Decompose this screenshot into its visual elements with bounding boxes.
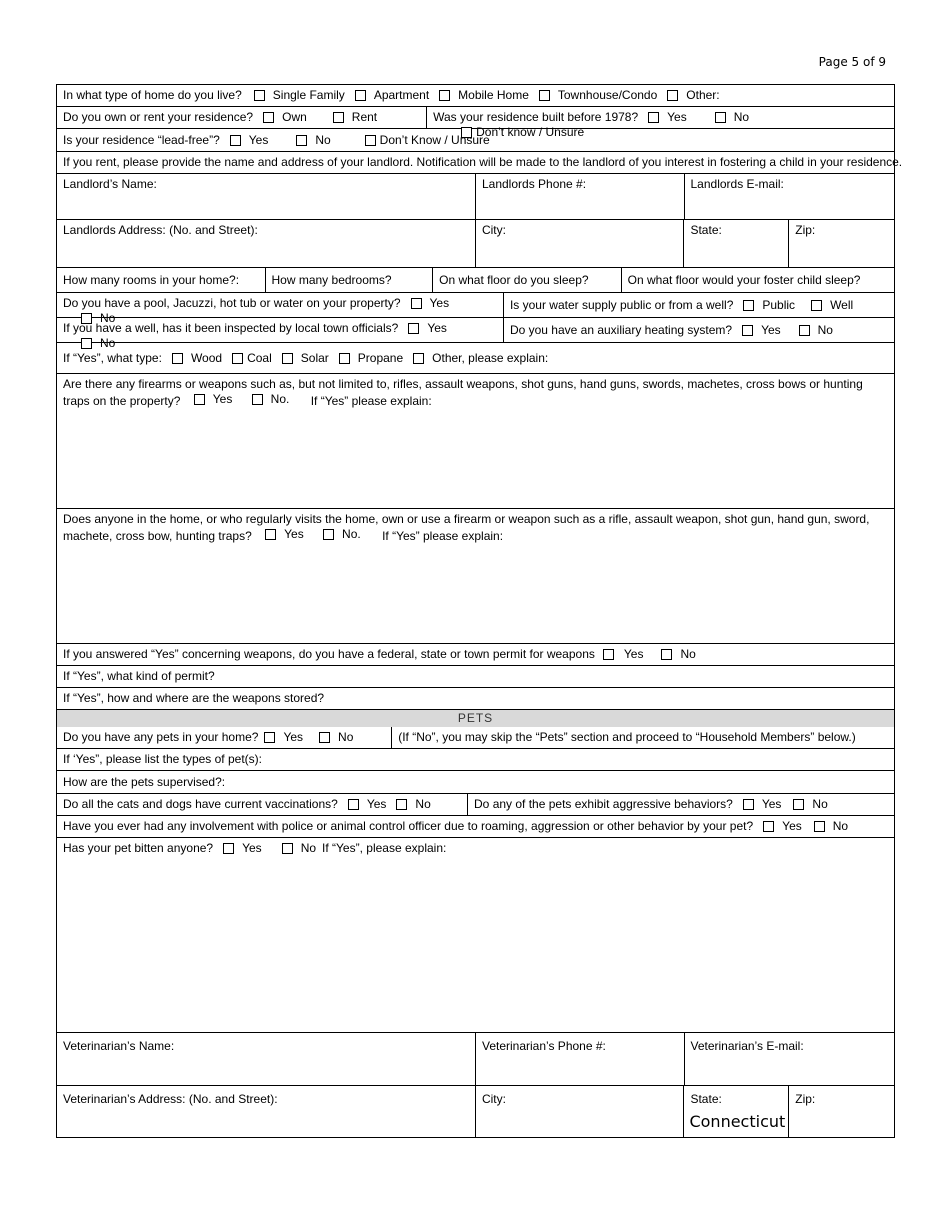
child-floor-field[interactable]: On what floor would your foster child sleep? — [621, 268, 894, 292]
checkbox[interactable] — [348, 799, 359, 810]
checkbox[interactable] — [265, 529, 276, 540]
well-inspected-question: If you have a well, has it been inspected by local town officials? — [63, 321, 399, 335]
checkbox[interactable] — [793, 799, 804, 810]
weapons-stored-field[interactable]: If “Yes”, how and where are the weapons stored? — [63, 691, 325, 705]
checkbox[interactable] — [333, 112, 344, 123]
heating-type-question: If “Yes”, what type: — [63, 350, 162, 365]
checkbox[interactable] — [667, 90, 678, 101]
checkbox[interactable] — [365, 135, 376, 146]
vaccinations-question: Do all the cats and dogs have current vaccinations? — [63, 797, 338, 811]
pets-section-header — [56, 710, 895, 727]
lead-free-yes-option[interactable]: Yes — [230, 133, 269, 148]
sleep-floor-field[interactable]: On what floor do you sleep? — [432, 268, 621, 292]
checkbox[interactable] — [814, 821, 825, 832]
built-1978-no-option[interactable]: No — [715, 110, 749, 125]
bitten-no-option[interactable]: No — [282, 841, 316, 856]
landlord-state-field[interactable]: State: — [683, 220, 788, 267]
firearms-property-question: Are there any firearms or weapons such as, but not limited to, rifles, assault weapons, shot guns, hand guns, swords, machetes, cross bows or hunting traps on the property? — [63, 377, 863, 408]
checkbox[interactable] — [763, 821, 774, 832]
heating-type-row — [56, 343, 895, 374]
checkbox[interactable] — [194, 394, 205, 405]
home-type-other-option[interactable]: Other: — [667, 88, 719, 103]
firearms-use-no-option[interactable]: No. — [323, 527, 361, 542]
pool-yes-option[interactable]: Yes — [411, 296, 450, 311]
landlord-city-field[interactable]: City: — [475, 220, 684, 267]
landlord-zip-field[interactable]: Zip: — [788, 220, 894, 267]
well-heating-row — [56, 318, 895, 350]
checkbox[interactable] — [811, 300, 822, 311]
firearms-property-row — [56, 374, 895, 509]
checkbox[interactable] — [339, 353, 350, 364]
lead-free-question: Is your residence “lead-free”? — [63, 132, 220, 147]
vet-zip-field[interactable]: Zip: — [788, 1086, 894, 1137]
checkbox[interactable] — [323, 529, 334, 540]
checkbox[interactable] — [223, 843, 234, 854]
have-pets-row — [56, 727, 895, 749]
firearms-use-explain: If “Yes” please explain: — [382, 529, 504, 543]
landlord-contact-row — [56, 174, 895, 220]
vaccinations-no-option[interactable]: No — [396, 797, 430, 812]
firearms-use-field[interactable] — [57, 509, 894, 643]
water-public-option[interactable]: Public — [743, 298, 795, 313]
heating-solar-option[interactable]: Solar — [282, 351, 329, 366]
aggressive-no-option[interactable]: No — [793, 797, 827, 812]
checkbox[interactable] — [254, 90, 265, 101]
firearms-use-question: Does anyone in the home, or who regularly visits the home, own or use a firearm or weapon such as a rifle, assault weapon, shot gun, hand gun, sword, machete, cross bow, hunting traps? — [63, 512, 870, 543]
checkbox[interactable] — [172, 353, 183, 364]
own-rent-row — [56, 107, 895, 139]
home-type-apartment-option[interactable]: Apartment — [355, 88, 429, 103]
checkbox[interactable] — [743, 300, 754, 311]
checkbox[interactable] — [603, 649, 614, 660]
vaccinations-row — [56, 794, 895, 816]
vet-state-value: Connecticut — [689, 1112, 786, 1131]
vet-address-row — [56, 1086, 895, 1138]
landlord-address-field[interactable]: Landlords Address: (No. and Street): — [63, 223, 258, 237]
own-option[interactable]: Own — [263, 110, 307, 125]
checkbox[interactable] — [263, 112, 274, 123]
checkbox[interactable] — [282, 353, 293, 364]
firearms-property-explain: If “Yes” please explain: — [310, 394, 432, 408]
checkbox[interactable] — [264, 732, 275, 743]
bitten-explain: If “Yes”, please explain: — [322, 841, 447, 855]
firearms-property-no-option[interactable]: No. — [252, 392, 290, 407]
home-type-townhouse-option[interactable]: Townhouse/Condo — [539, 88, 657, 103]
home-type-question: In what type of home do you live? — [63, 88, 242, 102]
bitten-row — [56, 838, 895, 1033]
landlord-phone-field[interactable]: Landlords Phone #: — [475, 174, 684, 219]
built-1978-question: Was your residence built before 1978? — [433, 110, 639, 124]
rent-notice-row — [56, 152, 903, 174]
checkbox[interactable] — [539, 90, 550, 101]
rooms-count-field[interactable]: How many rooms in your home?: — [63, 272, 240, 287]
have-pets-question: Do you have any pets in your home? — [63, 730, 259, 744]
checkbox[interactable] — [743, 799, 754, 810]
vaccinations-yes-option[interactable]: Yes — [348, 797, 387, 812]
firearms-use-yes-option[interactable]: Yes — [265, 527, 304, 542]
page-number: Page 5 of 9 — [818, 55, 886, 69]
aggressive-yes-option[interactable]: Yes — [743, 797, 782, 812]
checkbox[interactable] — [742, 325, 753, 336]
built-1978-yes-option[interactable]: Yes — [648, 110, 687, 125]
well-inspected-yes-option[interactable]: Yes — [408, 321, 447, 336]
permit-no-option[interactable]: No — [661, 647, 695, 662]
home-type-single-family-option[interactable]: Single Family — [254, 88, 345, 103]
aux-heating-yes-option[interactable]: Yes — [742, 323, 781, 338]
police-question: Have you ever had any involvement with police or animal control officer due to roaming, aggression or other behavior by your pet? — [63, 819, 754, 833]
have-pets-yes-option[interactable]: Yes — [264, 730, 303, 745]
heating-other-option[interactable]: Other, please explain: — [413, 351, 548, 366]
bitten-yes-option[interactable]: Yes — [223, 841, 262, 856]
checkbox[interactable] — [648, 112, 659, 123]
water-supply-question: Is your water supply public or from a well? — [509, 297, 734, 312]
vet-email-field[interactable]: Veterinarian’s E-mail: — [684, 1033, 895, 1085]
pets-skip-note: (If “No”, you may skip the “Pets” section and proceed to “Household Members” below.) — [398, 730, 856, 744]
checkbox[interactable] — [411, 298, 422, 309]
own-rent-question: Do you own or rent your residence? — [63, 110, 254, 124]
pets-supervised-row — [56, 771, 895, 794]
checkbox[interactable] — [282, 843, 293, 854]
foster-home-form — [56, 84, 903, 1138]
pet-types-field[interactable]: If ‘Yes”, please list the types of pet(s): — [63, 752, 262, 766]
pool-water-row — [56, 293, 895, 325]
home-type-mobile-home-option[interactable]: Mobile Home — [439, 88, 529, 103]
well-inspected-no-option[interactable]: No — [81, 336, 115, 351]
checkbox[interactable] — [252, 394, 263, 405]
pool-question: Do you have a pool, Jacuzzi, hot tub or water on your property? — [63, 296, 401, 310]
checkbox[interactable] — [799, 325, 810, 336]
checkbox[interactable] — [319, 732, 330, 743]
permit-kind-field[interactable]: If “Yes”, what kind of permit? — [63, 669, 215, 683]
heating-wood-option[interactable]: Wood — [172, 351, 222, 366]
checkbox[interactable] — [355, 90, 366, 101]
bitten-question: Has your pet bitten anyone? — [63, 841, 214, 855]
have-pets-no-option[interactable]: No — [319, 730, 353, 745]
weapons-stored-row — [56, 688, 895, 710]
vet-address-field[interactable]: Veterinarian’s Address: (No. and Street): — [63, 1092, 278, 1106]
lead-free-row — [56, 129, 895, 152]
checkbox[interactable] — [232, 353, 243, 364]
pool-no-option[interactable]: No — [81, 311, 115, 326]
checkbox[interactable] — [230, 135, 241, 146]
firearms-use-row — [56, 509, 895, 644]
vet-contact-row — [56, 1033, 895, 1086]
firearms-property-yes-option[interactable]: Yes — [194, 392, 233, 407]
permit-kind-row — [56, 666, 895, 688]
checkbox[interactable] — [661, 649, 672, 660]
lead-free-no-option[interactable]: No — [296, 133, 330, 148]
heating-coal-option[interactable]: Coal — [232, 351, 272, 366]
permit-question: If you answered “Yes” concerning weapons, do you have a federal, state or town permit for weapons — [63, 647, 595, 661]
rent-option[interactable]: Rent — [333, 110, 377, 125]
vet-phone-field[interactable]: Veterinarian’s Phone #: — [475, 1033, 684, 1085]
permit-row — [56, 644, 895, 666]
checkbox[interactable] — [408, 323, 419, 334]
checkbox[interactable] — [296, 135, 307, 146]
bitten-field[interactable] — [57, 838, 894, 1032]
firearms-property-field[interactable] — [57, 374, 894, 508]
landlord-name-field[interactable]: Landlord’s Name: — [63, 177, 157, 191]
rent-notice: If you rent, please provide the name and address of your landlord. Notification will be made to the landlord of you interest in fostering a child in your residence. — [63, 155, 903, 169]
aux-heating-question: Do you have an auxiliary heating system? — [509, 322, 733, 337]
checkbox[interactable] — [439, 90, 450, 101]
aggressive-question: Do any of the pets exhibit aggressive behaviors? — [474, 797, 733, 811]
landlord-address-row — [56, 220, 895, 268]
police-row — [56, 816, 895, 838]
police-no-option[interactable]: No — [814, 819, 848, 834]
landlord-email-field[interactable]: Landlords E-mail: — [684, 174, 895, 219]
pets-title: PETS — [57, 710, 894, 727]
heating-propane-option[interactable]: Propane — [339, 351, 403, 366]
lead-free-unsure-option[interactable]: Don’t Know / Unsure — [365, 133, 490, 148]
permit-yes-option[interactable]: Yes — [603, 647, 644, 662]
vet-state-field[interactable]: State: Connecticut — [683, 1086, 788, 1137]
checkbox[interactable] — [396, 799, 407, 810]
rooms-row — [56, 268, 895, 293]
aux-heating-no-option[interactable]: No — [799, 323, 833, 338]
pet-types-row — [56, 749, 895, 771]
built-1978-unsure-option[interactable]: Don’t know / Unsure — [461, 125, 584, 140]
checkbox[interactable] — [413, 353, 424, 364]
home-type-row — [56, 84, 895, 107]
pets-supervised-field[interactable]: How are the pets supervised?: — [63, 774, 226, 789]
bedrooms-count-field[interactable]: How many bedrooms? — [265, 268, 433, 292]
police-yes-option[interactable]: Yes — [763, 819, 802, 834]
checkbox[interactable] — [715, 112, 726, 123]
vet-city-field[interactable]: City: — [475, 1086, 684, 1137]
vet-name-field[interactable]: Veterinarian’s Name: — [63, 1039, 175, 1053]
water-well-option[interactable]: Well — [811, 298, 853, 313]
